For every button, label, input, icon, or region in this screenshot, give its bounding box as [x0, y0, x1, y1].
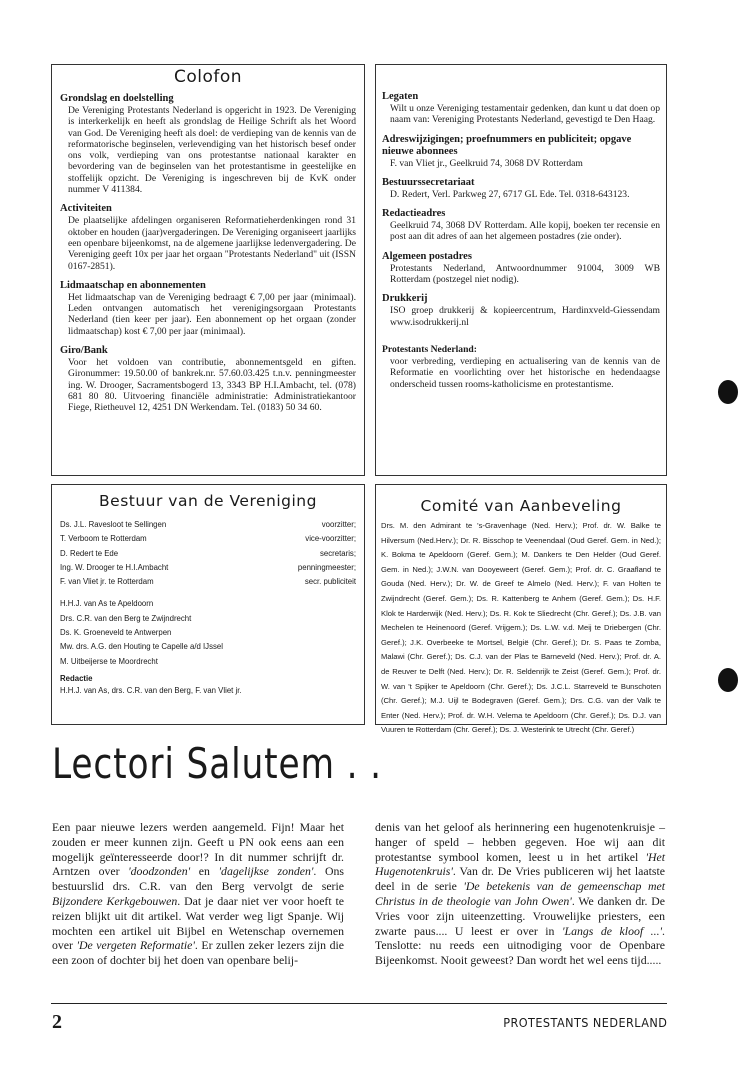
article-italic-text: 'De vergeten Reformatie'	[76, 938, 195, 953]
article-title: Lectori Salutem . .	[52, 739, 382, 788]
colofon-section-title: Giro/Bank	[60, 345, 108, 357]
info-section	[382, 344, 660, 390]
info-section-body: Protestants Nederland, Antwoordnummer 91004, 3009 WB Rotterdam (postzegel niet nodig).	[390, 262, 660, 286]
info-section	[382, 293, 660, 328]
info-section-title: Drukkerij	[382, 293, 428, 305]
article-text: . We danken dr. De Vries voor zijn uiteenzetting. Vrouwelijke priesters, een zwarte paus.... U leest er over in	[375, 893, 665, 938]
article-italic-text: Bijzondere Kerkgebouwen	[52, 893, 178, 908]
bestuur-title: Bestuur van de Vereniging	[99, 492, 317, 510]
colofon-section-body: De Vereniging Protestants Nederland is opgericht in 1923. De Vereniging is interkerkelijk en heeft als grondslag de Heilige Schrift als het Woord van God. De Vereniging heeft als doel: de verdieping van de kennis van de reformatorische beginselen, verlevendiging van het historisch besef onder ons volk, verdieping van ons protestantse nationaal karakter en bevordering van de beginselen van het protestantisme in geestelijke en stoffelijk opzicht. De Vereniging is ingeschreven bij de KvK onder nummer V 411384.	[68, 105, 356, 196]
info-section-title: Redactieadres	[382, 208, 446, 220]
member-row: Mw. drs. A.G. den Houting te Capelle a/d IJssel	[60, 642, 223, 652]
officer-row	[60, 532, 356, 546]
comite-text: Drs. M. den Admirant te 's-Gravenhage (Ned. Herv.); Prof. dr. W. Balke te Hilversum (Ned.Herv.); Dr. R. Bisschop te Veenendaal (Oud Geref. Gem. in Ned.); K. Bokma te Apeldoorn (Geref. Gem.); M. Dankers te Den Helder (Oud Geref. Gem. in Ned.); J.W.N. van Dooyeweert (Geref. Gem.); Prof. dr. C. Graafland te Gouda (Ned. Herv.); Dr. W. de Greef te Almelo (Ned. Herv.); F. van Holten te Zwijndrecht (Geref. Gem.); Ds. R. Kattenberg te Anhem (Geref. Gem.); Ds. H.F. Klok te Harderwijk (Ned. Herv.); Ds. R. Kok te Sliedrecht (Chr. Geref.); Ds. J.B. van Mechelen te Heinenoord (Geref. Vrijgem.); Ds. L.W. v.d. Meij te Driebergen (Chr. Geref.); J.K. Overbeeke te Mortsel, België (Chr. Geref.); Dr. S. Paas te Zomba, Malawi (Chr. Geref.); Ds. C.J. van der Plas te Barneveld (Ned. Herv.); Prof. dr. A. de Reuver te Delft (Ned. Herv.); Dr. R. Seldenrijk te Zeist (Geref. Gem.); Prof. dr. W. van 't Spijker te Apeldoorn (Chr. Geref.); Ds. J.C.L. Starreveld te Bunschoten (Chr. Geref.); M.J. Uijl te Bodegraven (Geref. Gem.); Drs. C.G. van der Valk te Enter (Ned. Herv.); Prof. dr. W.H. Velema te Apeldoorn (Chr. Geref.); Ds. D.J. van Vuuren te Rotterdam (Chr. Geref.); Ds. J. Westerink te Utrecht (Chr. Geref.)	[381, 521, 661, 735]
info-section-title: Adreswijzigingen; proefnummers en publiciteit; opgave nieuwe abonnees	[382, 133, 632, 157]
page-number: 2	[52, 1011, 62, 1033]
info-section-title: Algemeen postadres	[382, 250, 472, 262]
officer-name: D. Redert te Ede	[60, 548, 119, 558]
info-section-title: Bestuurssecretariaat	[382, 176, 475, 188]
article-text: Een paar nieuwe lezers werden aangemeld. Fijn! Maar het zouden er meer kunnen zijn. Geeft u PN ook eens aan een mogelijk geïnteresseerde door!? In dit nummer schrijft dr. Arntzen over	[52, 820, 344, 879]
article-italic-text: 'De betekenis van de gemeenschap met Christus in de theologie van John Owen'	[375, 879, 665, 908]
colofon-section-body: Het lidmaatschap van de Vereniging bedraagt € 7,00 per jaar (minimaal). Leden ontvangen automatisch het verenigingsorgaan Protestants Nederland (tien keer per jaar). Een abonnement op het orgaan (zonder lidmaatschap) kost € 7,00 per jaar (minimaal).	[68, 291, 356, 337]
comite-box	[375, 484, 667, 735]
member-row: Drs. C.R. van den Berg te Zwijndrecht	[60, 613, 192, 623]
info-section-title: Protestants Nederland:	[382, 343, 477, 355]
member-row: H.H.J. van As te Apeldoorn	[60, 599, 154, 609]
redactie-names: H.H.J. van As, drs. C.R. van den Berg, F. van Vliet jr.	[60, 685, 242, 695]
redactie-label: Redactie	[60, 673, 93, 683]
article-italic-text: 'dagelijkse zonden'	[218, 864, 314, 879]
article-text: . Van dr. De Vries publiceren wij het laatste deel in de serie	[375, 864, 665, 894]
info-section-body: D. Redert, Verl. Parkweg 27, 6717 GL Ede. Tel. 0318-643123.	[390, 188, 630, 200]
colofon-section-title: Activiteiten	[60, 203, 112, 215]
article-italic-text: 'doodzonden'	[128, 864, 191, 879]
officer-role: vice-voorzitter;	[305, 534, 356, 544]
member-row: Ds. K. Groeneveld te Antwerpen	[60, 628, 172, 638]
officer-row	[60, 561, 356, 575]
info-section	[382, 91, 660, 126]
comite-title: Comité van Aanbeveling	[420, 497, 622, 515]
margin-dot-icon	[718, 380, 738, 404]
officer-role: secr. publiciteit	[304, 577, 356, 587]
article-text: . Tenslotte: nu reeds een uitnodiging voor de Openbare Bijeenkomst. Nooit geweest? Dan wordt het wel eens tijd.....	[375, 923, 665, 968]
colofon-box	[51, 64, 365, 476]
article-text: . Dat je daar niet ver voor hoeft te reizen blijkt uit dit artikel. Wat verder weg ligt Spanje. Wij mochten een artikel uit Bijbel en Wetenschap overnemen over	[52, 893, 344, 953]
officer-name: Ing. W. Drooger te H.I.Ambacht	[60, 562, 169, 572]
info-section-body: ISO groep drukkerij & kopieercentrum, Hardinxveld-Giessendam www.isodrukkerij.nl	[390, 305, 660, 328]
officer-name: T. Verboom te Rotterdam	[60, 534, 147, 544]
colofon-section-title: Grondslag en doelstelling	[60, 93, 174, 104]
article-column-left	[52, 820, 344, 968]
footer-rule	[51, 1003, 667, 1004]
article-text: . Ons bestuurslid drs. C.R. van den Berg vervolgt de serie	[52, 864, 344, 894]
info-section-body: F. van Vliet jr., Geelkruid 74, 3068 DV Rotterdam	[390, 157, 583, 169]
officer-row	[60, 575, 356, 589]
colofon-title: Colofon	[173, 67, 243, 87]
info-section-body: voor verbreding, verdieping en actualisering van de kennis van de Reformatie en voorlichting over het historische en hedendaagse onderscheid tussen rooms-katholicisme en protestantisme.	[390, 355, 660, 390]
info-section	[382, 177, 660, 200]
info-section	[382, 251, 660, 286]
margin-dot-icon	[718, 668, 738, 692]
colofon-section	[60, 280, 356, 337]
info-section	[382, 208, 660, 243]
article-text: denis van het geloof als herinnering een hugenotenkruisje – hanger of speld – hebben gegeven. Hoe wij aan dit protestantse symbool komen, leest u in het artikel	[375, 820, 665, 864]
publication-name: PROTESTANTS NEDERLAND	[502, 1015, 667, 1030]
colofon-section-title: Lidmaatschap en abonnementen	[60, 279, 206, 291]
colofon-section	[60, 93, 356, 195]
info-section-body: Wilt u onze Vereniging testamentair gedenken, dan kunt u dat doen op naam van: Vereniging Protestants Nederland, gevestigd te Den Haag.	[390, 103, 660, 126]
colofon-section-body: Voor het voldoen van contributie, abonnementsgeld en giften. Gironummer: 19.50.00 of bankrek.nr. 57.60.03.425 t.n.v. penningmeester ing. W. Drooger, Sacramentsbogerd 13, 3343 BP H.I.Ambacht, tel. (078) 681 80 80. Uitvoering financiële administratie: Administratiekantoor Fiege, Rietheuvel 12, 4251 DN Werkendam. Tel. (0183) 50 34 60.	[68, 357, 356, 414]
officers-list	[60, 518, 356, 589]
officer-row	[60, 547, 356, 561]
colofon-section	[60, 345, 356, 413]
article-text: . Er zullen zeker lezers zijn die een zoon of dochter bij het doen van openbare belij-	[52, 938, 345, 968]
bestuur-box	[51, 484, 365, 725]
colofon-section-body: De plaatselijke afdelingen organiseren Reformatieherdenkingen rond 31 oktober en houden (jaar)vergaderingen. De Vereniging organiseert jaarlijks een openbare bijeenkomst, na de algemene jaarlijkse ledenvergadering. De Vereniging geeft 10x per jaar het orgaan "Protestants Nederland" uit (ISSN 0167-2851).	[68, 215, 356, 272]
members-list	[60, 597, 356, 668]
info-section	[382, 134, 660, 169]
colofon-section	[60, 203, 356, 271]
info-section-title: Legaten	[382, 91, 419, 102]
officer-name: F. van Vliet jr. te Rotterdam	[60, 577, 154, 587]
officer-role: secretaris;	[320, 548, 356, 558]
article-italic-text: 'Langs de kloof ...'	[562, 923, 663, 938]
officer-role: voorzitter;	[321, 520, 356, 529]
article-italic-text: 'Het Hugenotenkruis'	[375, 849, 665, 879]
article-column-right	[375, 820, 665, 968]
info-box	[375, 64, 667, 476]
info-section-body: Geelkruid 74, 3068 DV Rotterdam. Alle kopij, boeken ter recensie en post aan dit adres of aan het algemeen postadres (zie onder).	[390, 220, 660, 243]
member-row: M. Uitbeijerse te Moordrecht	[60, 656, 158, 666]
officer-row	[60, 518, 356, 532]
article-text: en	[190, 864, 219, 879]
officer-role: penningmeester;	[297, 562, 356, 572]
officer-name: Ds. J.L. Ravesloot te Sellingen	[60, 520, 167, 529]
